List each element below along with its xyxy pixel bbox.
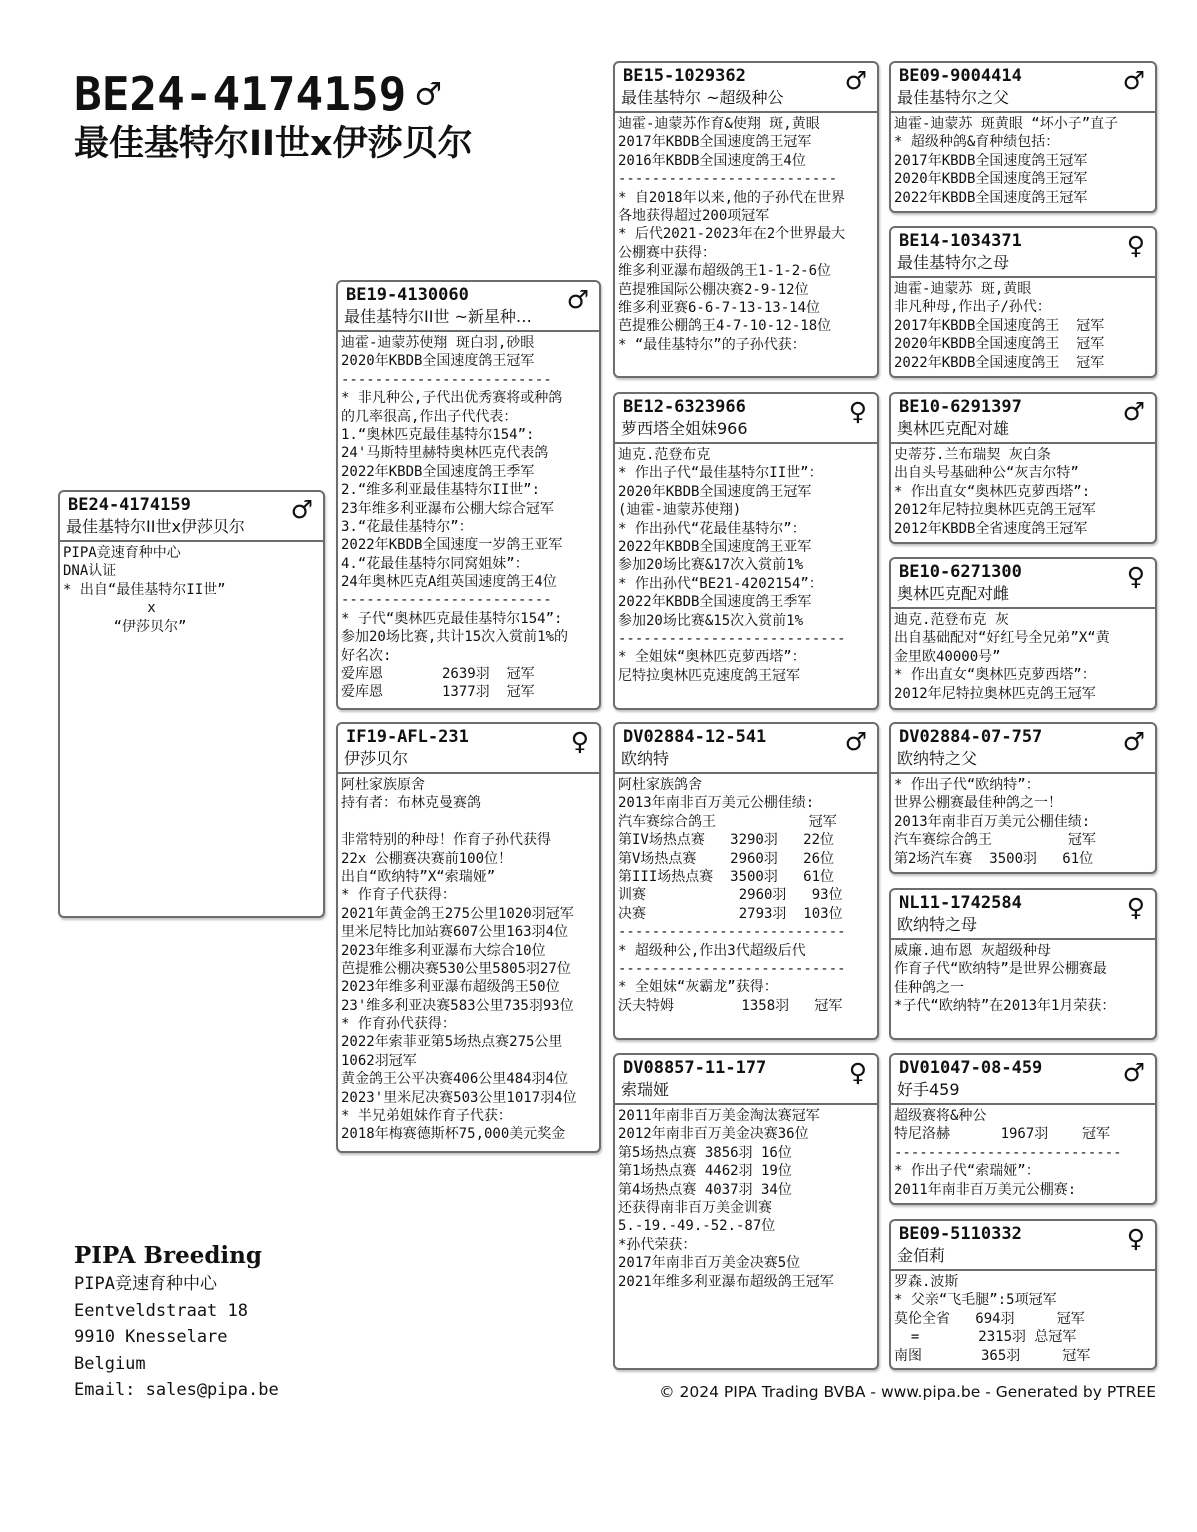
note-line: PIPA竞速育种中心 <box>63 545 181 561</box>
note-line: 还获得南非百万美金训赛 <box>618 1199 772 1216</box>
note-line: 迪克.范登布克 灰 <box>894 612 1009 628</box>
note-line: 的几率很高,作出子代代表： <box>341 408 518 425</box>
note-line: 史蒂芬.兰布瑞契 灰白条 <box>894 447 1051 463</box>
pigeon-name: 欧纳特之母 <box>897 915 978 934</box>
card-header <box>891 724 1155 774</box>
note-line: 23'维多利亚决赛583公里735羽93位 <box>341 997 574 1014</box>
male-icon: ♂ <box>844 727 867 756</box>
note-line: 2017年KBDB全国速度鸽王 冠军 <box>894 317 1105 334</box>
note-line: 非常特别的种母！作育子孙代获得 <box>341 832 551 849</box>
male-icon: ♂ <box>844 66 867 95</box>
pigeon-card-dam-sire-dam <box>889 888 1157 1040</box>
note-line: = 2315羽 总冠军 <box>894 1329 1077 1346</box>
card-header <box>338 282 599 332</box>
main-ring-number: BE24-4174159 <box>74 67 407 121</box>
note-line: 2022年KBDB全国速度一岁鸽王亚军 <box>341 537 563 554</box>
note-line: 维多利亚赛6-6-7-13-13-14位 <box>618 299 821 316</box>
pigeon-name: 好手459 <box>897 1080 960 1099</box>
note-line: 2017年南非百万美金决赛5位 <box>618 1255 801 1272</box>
main-title-ring <box>74 68 440 123</box>
ring-number: IF19-AFL-231 <box>346 727 469 747</box>
note-line: 公棚赛中获得： <box>618 244 716 261</box>
female-icon: ♀ <box>848 397 867 426</box>
note-line: * 超级种鸽&育种绩包括： <box>894 134 1060 151</box>
note-line: * 作出孙代“BE21-4202154”： <box>618 575 823 592</box>
note-line: * 非凡种公,子代出优秀赛将或种鸽 <box>341 390 563 407</box>
card-notes <box>891 278 1155 372</box>
ring-number: BE09-9004414 <box>899 66 1022 86</box>
card-header <box>891 559 1155 609</box>
pigeon-name: 欧纳特之父 <box>897 749 978 768</box>
note-line: 维多利亚瀑布超级鸽王1-1-2-6位 <box>618 263 832 280</box>
pigeon-name: 索瑞娅 <box>621 1080 670 1099</box>
note-line: 3.“花最佳基特尔”： <box>341 518 473 535</box>
note-line: 2012年KBDB全省速度鸽王冠军 <box>894 520 1088 537</box>
note-line: 24年奥林匹克A组英国速度鸽王4位 <box>341 574 557 591</box>
note-line: 第III场热点赛 3500羽 61位 <box>618 868 835 885</box>
card-notes <box>891 444 1155 538</box>
note-line: 沃夫特姆 1358羽 冠军 <box>618 997 843 1014</box>
note-line: 芭提雅国际公棚决赛2-9-12位 <box>618 281 809 298</box>
note-line: 参加20场比赛,共计15次入赏前1%的 <box>341 629 569 646</box>
note-line: 第5场热点赛 3856羽 16位 <box>618 1144 792 1161</box>
note-line: 2.“维多利亚最佳基特尔II世”: <box>341 482 541 499</box>
note-line: 2022年KBDB全国速度鸽王亚军 <box>618 538 812 555</box>
card-header <box>615 394 877 444</box>
card-notes <box>615 1105 877 1291</box>
note-line: * 半兄弟姐妹作育子代获： <box>341 1108 512 1125</box>
note-line: * 作出直女“奥林匹克萝西塔”: <box>894 483 1091 500</box>
breeder-line: Eentveldstraat 18 <box>74 1300 248 1321</box>
note-line: 4.“花最佳基特尔同窝姐妹”： <box>341 555 529 572</box>
card-header <box>891 63 1155 113</box>
pigeon-card-sire-dam-sire <box>889 392 1157 544</box>
note-line: * 作出子代“欧纳特”： <box>894 777 1040 793</box>
note-line: 1062羽冠军 <box>341 1052 417 1069</box>
note-line: 里米尼特比加站赛607公里163羽4位 <box>341 924 569 941</box>
pigeon-name: 最佳基特尔II世x伊莎贝尔 <box>66 517 245 536</box>
note-line: 23年维多利亚瀑布公棚大综合冠军 <box>341 500 554 517</box>
card-header <box>891 890 1155 940</box>
note-line: 2022年KBDB全国速度鸽王 冠军 <box>894 354 1105 371</box>
breeder-line: 9910 Knesselare <box>74 1327 228 1347</box>
card-header <box>615 1055 877 1105</box>
note-line: 第1场热点赛 4462羽 19位 <box>618 1163 792 1180</box>
note-line: --------------------------- <box>618 924 846 941</box>
note-line: * 自2018年以来,他的子孙代在世界 <box>618 189 846 206</box>
pigeon-card-sire-sire-dam <box>889 226 1157 378</box>
note-line: 2020年KBDB全国速度鸽王冠军 <box>894 171 1088 188</box>
note-line: *子代“欧纳特”在2013年1月荣获： <box>894 998 1116 1015</box>
note-line: 迪霍-迪蒙苏使翔 斑白羽,砂眼 <box>341 335 535 351</box>
card-header <box>891 394 1155 444</box>
note-line: 2020年KBDB全国速度鸽王 冠军 <box>894 336 1105 353</box>
note-line: * 作出孙代“花最佳基特尔”： <box>618 520 806 537</box>
pigeon-card-sire-dam <box>613 392 879 710</box>
card-notes <box>891 113 1155 207</box>
note-line: 佳种鸽之一 <box>894 979 964 996</box>
note-line: 2023'里米尼决赛503公里1017羽4位 <box>341 1089 577 1106</box>
pigeon-card-sire <box>336 280 601 710</box>
card-notes <box>615 444 877 685</box>
ring-number: BE15-1029362 <box>623 66 746 86</box>
note-line: * 后代2021-2023年在2个世界最大 <box>618 226 846 243</box>
note-line: (迪霍-迪蒙苏使翔) <box>618 502 742 519</box>
note-line: 2023年维多利亚瀑布超级鸽王50位 <box>341 979 560 996</box>
card-header <box>615 63 877 113</box>
male-icon: ♂ <box>1122 66 1145 95</box>
note-line: 决赛 2793羽 103位 <box>618 905 843 922</box>
female-icon: ♀ <box>848 1058 867 1087</box>
card-notes <box>615 113 877 354</box>
ring-number: BE24-4174159 <box>68 495 191 515</box>
ring-number: DV08857-11-177 <box>623 1058 767 1078</box>
ring-number: BE10-6271300 <box>899 562 1022 582</box>
note-line: -------------------------- <box>618 171 838 188</box>
note-line: 金里欧40000号” <box>894 648 1001 665</box>
footer-copyright: © 2024 PIPA Trading BVBA - www.pipa.be - Generated by PTREE <box>659 1383 1156 1401</box>
note-line: 作育子代“欧纳特”是世界公棚赛最 <box>894 961 1107 978</box>
card-notes <box>615 774 877 1015</box>
note-line: x <box>63 600 156 617</box>
note-line: 出自基础配对“好红号全兄弟”X“黄 <box>894 630 1110 647</box>
note-line: 好名次: <box>341 647 392 664</box>
card-notes <box>891 774 1155 868</box>
note-line: DNA认证 <box>63 563 117 580</box>
breeder-name: PIPA Breeding <box>74 1242 262 1269</box>
ring-number: DV02884-07-757 <box>899 727 1043 747</box>
note-line: 5.-19.-49.-52.-87位 <box>618 1218 776 1235</box>
female-icon: ♀ <box>570 727 589 756</box>
note-line: 爱库恩 2639羽 冠军 <box>341 666 535 683</box>
main-title-name: 最佳基特尔II世x伊莎贝尔 <box>74 124 473 164</box>
card-notes <box>891 1271 1155 1365</box>
pigeon-name: 欧纳特 <box>621 749 670 768</box>
note-line: 出自“欧纳特”X“索瑞娅” <box>341 868 496 885</box>
ring-number: DV02884-12-541 <box>623 727 767 747</box>
pigeon-card-dam-dam-dam <box>889 1219 1157 1370</box>
breeder-email: Email: sales@pipa.be <box>74 1380 279 1400</box>
note-line: 莫伦全省 694羽 冠军 <box>894 1310 1085 1327</box>
note-line: 持有者：布林克曼赛鸽 <box>341 795 481 812</box>
note-line: 第4场热点赛 4037羽 34位 <box>618 1181 792 1198</box>
male-icon: ♂ <box>1122 397 1145 426</box>
note-line: 2018年梅赛德斯杯75,000美元奖金 <box>341 1126 566 1143</box>
note-line: 汽车赛综合鸽王 冠军 <box>618 813 837 830</box>
pigeon-card-subject <box>58 490 325 918</box>
pigeon-card-dam-dam <box>613 1053 879 1370</box>
pigeon-name: 最佳基特尔 ~超级种公 <box>621 88 784 107</box>
note-line: * 子代“奥林匹克最佳基特尔154”: <box>341 610 563 627</box>
pigeon-card-dam-dam-sire <box>889 1053 1157 1205</box>
pigeon-card-sire-sire-sire <box>889 61 1157 213</box>
note-line: 芭提雅公棚鸽王4-7-10-12-18位 <box>618 318 832 335</box>
note-line: 2013年南非百万美元公棚佳绩: <box>894 813 1091 830</box>
note-line: 2021年黄金鸽王275公里1020羽冠军 <box>341 905 574 922</box>
note-line: --------------------------- <box>618 630 846 647</box>
note-line: * 作出直女“奥林匹克萝西塔”： <box>894 667 1096 684</box>
note-line: 1.“奥林匹克最佳基特尔154”: <box>341 426 535 443</box>
pigeon-card-dam-sire-sire <box>889 722 1157 874</box>
ring-number: BE12-6323966 <box>623 397 746 417</box>
note-line: *孙代荣获： <box>618 1236 697 1253</box>
note-line: 非凡种母,作出子/孙代： <box>894 299 1051 316</box>
note-line: 特尼洛赫 1967羽 冠军 <box>894 1126 1111 1143</box>
male-icon: ♂ <box>566 285 589 314</box>
note-line: 迪霍-迪蒙苏 斑,黄眼 <box>894 281 1032 297</box>
note-line: * 全姐妹“奥林匹克萝西塔”： <box>618 649 806 666</box>
ring-number: BE14-1034371 <box>899 231 1022 251</box>
note-line: 第V场热点赛 2960羽 26位 <box>618 850 835 867</box>
note-line: 2011年南非百万美金淘汰赛冠军 <box>618 1108 820 1124</box>
note-line: 2017年KBDB全国速度鸽王冠军 <box>618 134 812 151</box>
ring-number: DV01047-08-459 <box>899 1058 1043 1078</box>
pigeon-card-dam <box>336 722 601 1153</box>
note-line: 2011年南非百万美元公棚赛: <box>894 1181 1077 1198</box>
note-line: * 出自“最佳基特尔II世” <box>63 581 226 598</box>
note-line: ------------------------- <box>341 371 552 388</box>
note-line: 超级赛将&种公 <box>894 1108 987 1124</box>
card-notes <box>891 1105 1155 1199</box>
breeder-line: Belgium <box>74 1353 146 1374</box>
card-notes <box>891 609 1155 703</box>
note-line: 2022年KBDB全国速度鸽王季军 <box>618 594 812 611</box>
male-icon: ♂ <box>1122 1058 1145 1087</box>
note-line: 2012年尼特拉奥林匹克鸽王冠军 <box>894 502 1096 519</box>
pigeon-card-sire-dam-dam <box>889 557 1157 710</box>
card-header <box>891 1055 1155 1105</box>
note-line: * 作育子代获得： <box>341 887 456 904</box>
card-notes <box>891 940 1155 1016</box>
note-line: 2017年KBDB全国速度鸽王冠军 <box>894 152 1088 169</box>
card-notes <box>338 774 599 1144</box>
note-line: 迪霍-迪蒙苏 斑黄眼 “坏小子”直子 <box>894 116 1119 132</box>
male-icon: ♂ <box>1122 727 1145 756</box>
note-line: 各地获得超过200项冠军 <box>618 207 770 224</box>
male-icon: ♂ <box>290 495 313 524</box>
note-line: * 作出子代“索瑞娅”： <box>894 1163 1040 1180</box>
card-header <box>60 492 323 542</box>
note-line: 尼特拉奥林匹克速度鸽王冠军 <box>618 667 800 684</box>
pigeon-card-dam-sire <box>613 722 879 1040</box>
male-icon: ♂ <box>416 72 441 118</box>
note-line: 2020年KBDB全国速度鸽王冠军 <box>341 353 535 370</box>
note-line: 2016年KBDB全国速度鸽王4位 <box>618 152 806 169</box>
pigeon-name: 伊莎贝尔 <box>344 749 409 768</box>
note-line: 第IV场热点赛 3290羽 22位 <box>618 832 835 849</box>
note-line: 第2场汽车赛 3500羽 61位 <box>894 850 1094 867</box>
note-line: * “最佳基特尔”的子孙代获： <box>618 336 806 353</box>
note-line: --------------------------- <box>618 960 846 977</box>
ring-number: BE10-6291397 <box>899 397 1022 417</box>
note-line: --------------------------- <box>894 1144 1122 1161</box>
note-line: 2022年KBDB全国速度鸽王季军 <box>341 463 535 480</box>
note-line: 阿杜家族鸽舍 <box>618 777 702 793</box>
card-notes <box>60 542 323 636</box>
note-line: 2013年南非百万美元公棚佳绩: <box>618 795 815 812</box>
pigeon-name: 奥林匹克配对雄 <box>897 419 1010 438</box>
note-line: * 父亲“飞毛腿”:5项冠军 <box>894 1292 1057 1309</box>
note-line: “伊莎贝尔” <box>63 618 187 635</box>
note-line <box>341 813 599 831</box>
card-header <box>891 1221 1155 1271</box>
ring-number: BE09-5110332 <box>899 1224 1022 1244</box>
female-icon: ♀ <box>1126 1224 1145 1253</box>
breeder-line: PIPA竞速育种中心 <box>74 1274 217 1294</box>
note-line: 24'马斯特里赫特奥林匹克代表鸽 <box>341 445 549 462</box>
note-line: 威廉.迪布恩 灰超级种母 <box>894 943 1051 959</box>
note-line: * 全姐妹“灰霸龙”获得： <box>618 979 778 996</box>
breeder-info <box>74 1241 279 1404</box>
note-line: * 超级种公,作出3代超级后代 <box>618 942 806 959</box>
note-line: 南图 365羽 冠军 <box>894 1347 1091 1364</box>
note-line: 阿杜家族原舍 <box>341 777 425 793</box>
note-line: 迪霍-迪蒙苏作育&使翔 斑,黄眼 <box>618 116 820 132</box>
female-icon: ♀ <box>1126 562 1145 591</box>
note-line: 汽车赛综合鸽王 冠军 <box>894 832 1096 849</box>
note-line: 2022年KBDB全国速度鸽王冠军 <box>894 189 1088 206</box>
note-line: 训赛 2960羽 93位 <box>618 887 843 904</box>
ring-number: NL11-1742584 <box>899 893 1022 913</box>
note-line: 2023年维多利亚瀑布大综合10位 <box>341 942 546 959</box>
note-line: 爱库恩 1377羽 冠军 <box>341 684 535 701</box>
pigeon-name: 奥林匹克配对雌 <box>897 584 1010 603</box>
note-line: 参加20场比赛&17次入赏前1% <box>618 557 804 574</box>
pigeon-name: 萝西塔全姐妹966 <box>621 419 748 438</box>
pigeon-name: 最佳基特尔之母 <box>897 253 1010 272</box>
note-line: 出自头号基础种公“灰吉尔特” <box>894 465 1079 482</box>
note-line: 参加20场比赛&15次入赏前1% <box>618 612 804 629</box>
pigeon-name: 金佰莉 <box>897 1246 946 1265</box>
note-line: 2012年南非百万美金决赛36位 <box>618 1126 809 1143</box>
note-line: 2022年索菲亚第5场热点赛275公里 <box>341 1034 563 1051</box>
card-header <box>338 724 599 774</box>
note-line: 2021年维多利亚瀑布超级鸽王冠军 <box>618 1273 834 1290</box>
card-header <box>891 228 1155 278</box>
note-line: 黄金鸽王公平决赛406公里484羽4位 <box>341 1071 569 1088</box>
pigeon-name: 最佳基特尔之父 <box>897 88 1010 107</box>
note-line: 2012年尼特拉奥林匹克鸽王冠军 <box>894 685 1096 702</box>
pigeon-name: 最佳基特尔II世 ~新星种… <box>344 307 532 326</box>
pigeon-card-sire-sire <box>613 61 879 378</box>
note-line: * 作出子代“最佳基特尔II世”： <box>618 465 823 482</box>
card-header <box>615 724 877 774</box>
card-notes <box>338 332 599 702</box>
female-icon: ♀ <box>1126 231 1145 260</box>
note-line: 罗森.波斯 <box>894 1274 959 1290</box>
note-line: ------------------------- <box>341 592 552 609</box>
note-line: 22x 公棚赛决赛前100位！ <box>341 850 513 867</box>
female-icon: ♀ <box>1126 893 1145 922</box>
note-line: * 作育孙代获得： <box>341 1016 456 1033</box>
note-line: 世界公棚赛最佳种鸽之一！ <box>894 795 1062 812</box>
note-line: 2020年KBDB全国速度鸽王冠军 <box>618 483 812 500</box>
ring-number: BE19-4130060 <box>346 285 469 305</box>
note-line: 迪克.范登布克 <box>618 447 711 463</box>
note-line: 芭提雅公棚决赛530公里5805羽27位 <box>341 960 571 977</box>
